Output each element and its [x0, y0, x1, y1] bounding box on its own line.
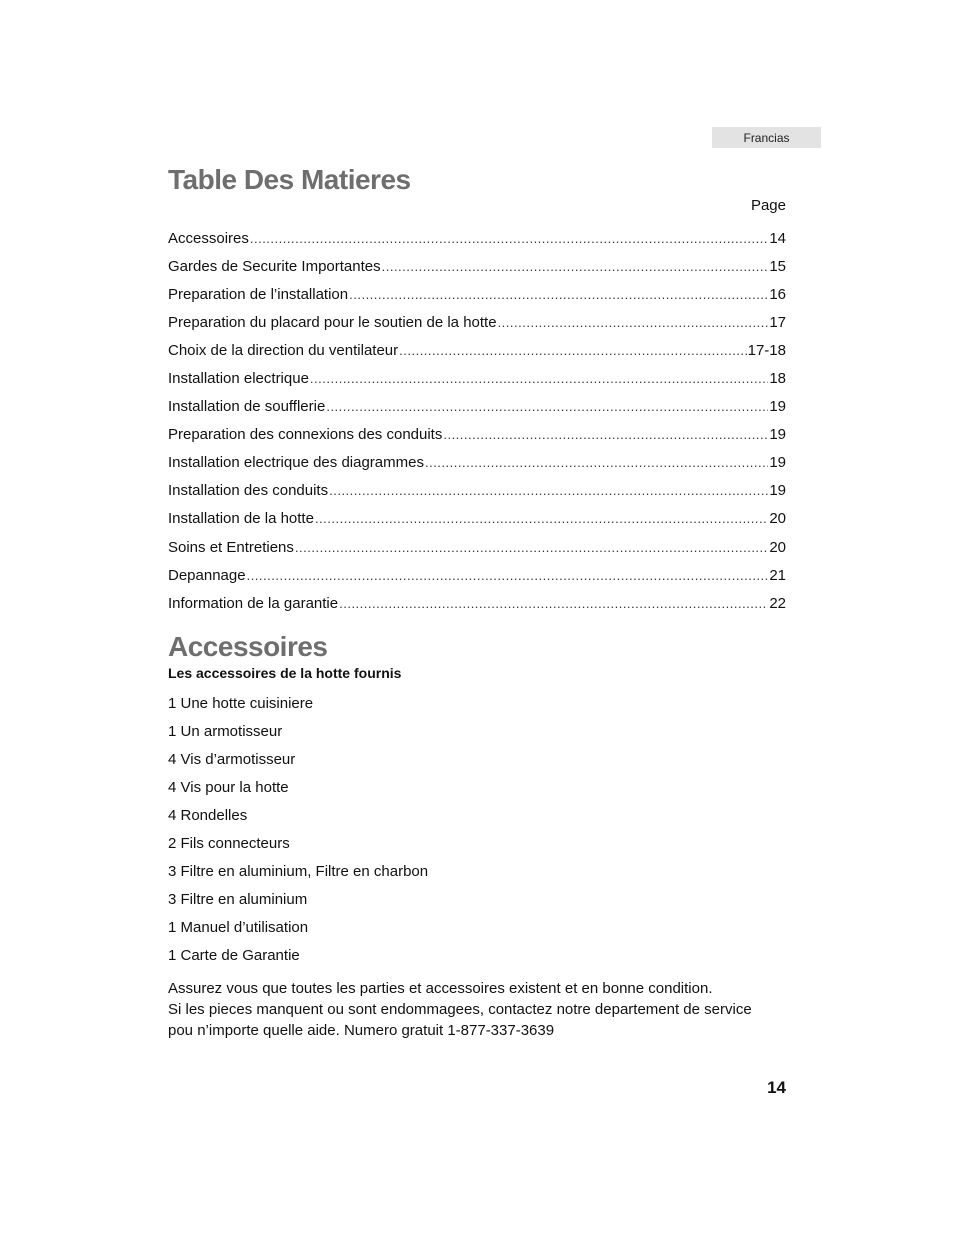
toc-entry-page: 19: [769, 398, 786, 416]
accessories-subtitle: Les accessoires de la hotte fournis: [168, 665, 402, 681]
toc-entry-name: Choix de la direction du ventilateur: [168, 341, 399, 359]
toc-entry-page: 21: [769, 566, 786, 584]
toc-entry-page: 17: [769, 313, 786, 331]
toc-entry-page: 15: [769, 257, 786, 275]
toc-entry[interactable]: [168, 364, 786, 392]
toc-entry[interactable]: [168, 280, 786, 308]
toc-entry-page: 19: [769, 426, 786, 444]
toc-entry-page: 14: [769, 229, 786, 247]
toc-entry-name: Gardes de Securite Importantes: [168, 257, 381, 275]
toc-entry-name: Preparation des connexions des conduits: [168, 426, 443, 444]
toc-entry-name: Installation de soufflerie: [168, 398, 326, 416]
toc-entry[interactable]: [168, 449, 786, 477]
toc-entry[interactable]: [168, 421, 786, 449]
list-item: 1 Une hotte cuisiniere: [168, 695, 314, 712]
language-tab: Francias: [712, 127, 821, 148]
toc-entry[interactable]: [168, 224, 786, 252]
toc-entry[interactable]: [168, 393, 786, 421]
toc-entry-page: 19: [769, 482, 786, 500]
list-item: 1 Carte de Garantie: [168, 947, 300, 964]
toc-dot-leader: [326, 399, 768, 414]
toc-dot-leader: [315, 511, 768, 526]
toc-dot-leader: [247, 568, 769, 583]
note-line: pou n’importe quelle aide. Numero gratuit 1-877-337-3639: [168, 1022, 555, 1039]
list-item: 3 Filtre en aluminium, Filtre en charbon: [168, 863, 429, 880]
list-item: 2 Fils connecteurs: [168, 835, 290, 852]
toc-entry-page: 19: [769, 454, 786, 472]
toc-entry-name: Installation de la hotte: [168, 510, 314, 528]
page-number: 14: [767, 1078, 786, 1097]
note-line: Si les pieces manquent ou sont endommagees, contactez notre departement de service: [168, 1001, 752, 1018]
list-item: 4 Vis d’armotisseur: [168, 751, 296, 768]
list-item: 4 Rondelles: [168, 807, 248, 824]
accessories-title: Accessoires: [168, 631, 328, 662]
toc-dot-leader: [443, 427, 768, 442]
accessories-note: [168, 978, 788, 1041]
toc-entry[interactable]: [168, 477, 786, 505]
toc-entry-name: Installation electrique: [168, 370, 309, 388]
table-of-contents: [168, 224, 786, 617]
list-item: 4 Vis pour la hotte: [168, 779, 289, 796]
toc-entry-name: Accessoires: [168, 229, 249, 247]
toc-entry-name: Preparation de l’installation: [168, 285, 349, 303]
toc-entry-name: Installation electrique des diagrammes: [168, 454, 424, 472]
toc-entry-page: 22: [769, 594, 786, 612]
toc-dot-leader: [498, 315, 769, 330]
toc-entry[interactable]: [168, 533, 786, 561]
toc-entry[interactable]: [168, 561, 786, 589]
toc-dot-leader: [339, 596, 768, 611]
toc-entry-page: 16: [769, 285, 786, 303]
toc-entry[interactable]: [168, 336, 786, 364]
toc-entry[interactable]: [168, 308, 786, 336]
toc-dot-leader: [250, 231, 768, 246]
toc-entry-page: 20: [769, 510, 786, 528]
list-item: 3 Filtre en aluminium: [168, 891, 308, 908]
toc-dot-leader: [295, 540, 768, 555]
toc-entry[interactable]: [168, 505, 786, 533]
note-line: Assurez vous que toutes les parties et accessoires existent et en bonne condition.: [168, 980, 713, 997]
toc-entry-name: Depannage: [168, 566, 246, 584]
toc-dot-leader: [349, 287, 768, 302]
toc-entry[interactable]: [168, 589, 786, 617]
toc-entry-name: Preparation du placard pour le soutien de la hotte: [168, 313, 497, 331]
accessories-list: [168, 690, 428, 970]
toc-title: Table Des Matieres: [168, 164, 411, 195]
toc-entry-name: Installation des conduits: [168, 482, 329, 500]
toc-entry-name: Information de la garantie: [168, 594, 339, 612]
toc-dot-leader: [310, 371, 768, 386]
toc-entry-page: 17-18: [747, 341, 786, 359]
list-item: 1 Manuel d’utilisation: [168, 919, 309, 936]
toc-dot-leader: [382, 259, 769, 274]
toc-dot-leader: [425, 455, 768, 470]
toc-dot-leader: [399, 343, 746, 358]
toc-entry-page: 20: [769, 538, 786, 556]
toc-entry-page: 18: [769, 370, 786, 388]
list-item: 1 Un armotisseur: [168, 723, 283, 740]
toc-entry-name: Soins et Entretiens: [168, 538, 294, 556]
toc-dot-leader: [329, 483, 768, 498]
toc-page-column-label: Page: [750, 197, 786, 214]
toc-entry[interactable]: [168, 252, 786, 280]
